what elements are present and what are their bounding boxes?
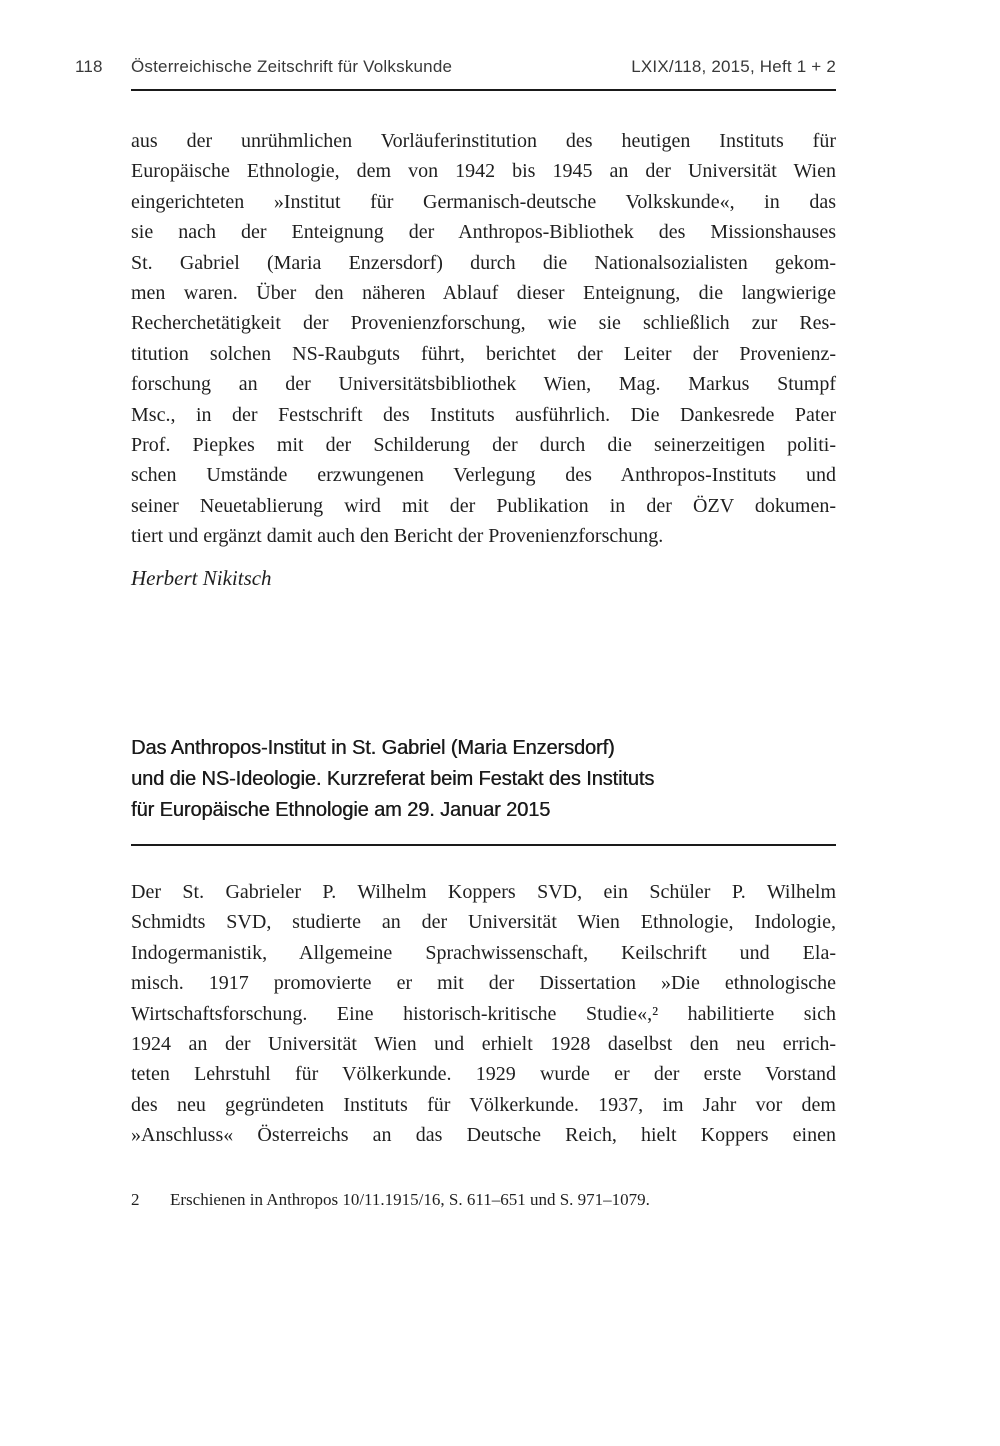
text-line: Recherchetätigkeit der Provenienzforschung, wie sie schließlich zur Res- xyxy=(131,312,836,335)
text-line: teten Lehrstuhl für Völkerkunde. 1929 wurde er der erste Vorstand xyxy=(131,1063,836,1086)
text-line: »Anschluss« Österreichs an das Deutsche Reich, hielt Koppers einen xyxy=(131,1124,836,1147)
text-line: Europäische Ethnologie, dem von 1942 bis 1945 an der Universität Wien xyxy=(131,160,836,183)
text-line: des neu gegründeten Instituts für Völkerkunde. 1937, im Jahr vor dem xyxy=(131,1093,836,1116)
text-line: forschung an der Universitätsbibliothek Wien, Mag. Markus Stumpf xyxy=(131,373,836,396)
text-line: Prof. Piepkes mit der Schilderung der durch die seinerzeitigen politi- xyxy=(131,434,836,457)
text-line: sie nach der Enteignung der Anthropos-Bibliothek des Missionshauses xyxy=(131,221,836,244)
journal-title: Österreichische Zeitschrift für Volkskunde xyxy=(131,57,453,76)
issue-info: LXIX/118, 2015, Heft 1 + 2 xyxy=(631,57,836,76)
page-header xyxy=(75,57,836,77)
author-signature: Herbert Nikitsch xyxy=(131,566,272,590)
text-line: seiner Neuetablierung wird mit der Publikation in der ÖZV dokumen- xyxy=(131,494,836,517)
footnote-text: Erschienen in Anthropos 10/11.1915/16, S. 611–651 und S. 971–1079. xyxy=(170,1190,650,1209)
header-rule xyxy=(131,89,836,91)
footnote xyxy=(131,1188,836,1212)
heading-rule xyxy=(131,844,836,846)
text-line: Das Anthropos-Institut in St. Gabriel (Maria Enzersdorf) xyxy=(131,737,615,759)
text-line: für Europäische Ethnologie am 29. Januar 2015 xyxy=(131,799,551,821)
text-line: Der St. Gabrieler P. Wilhelm Koppers SVD, ein Schüler P. Wilhelm xyxy=(131,881,836,903)
text-line: und die NS-Ideologie. Kurzreferat beim Festakt des Instituts xyxy=(131,768,655,790)
text-line: men waren. Über den näheren Ablauf dieser Enteignung, die langwierige xyxy=(131,282,836,305)
text-line: Indogermanistik, Allgemeine Sprachwissenschaft, Keilschrift und Ela- xyxy=(131,941,836,964)
text-line: Wirtschaftsforschung. Eine historisch-kritische Studie«,² habilitierte sich xyxy=(131,1002,836,1025)
text-line: St. Gabriel (Maria Enzersdorf) durch die Nationalsozialisten gekom- xyxy=(131,251,836,274)
text-line: tiert und ergänzt damit auch den Bericht der Provenienzforschung. xyxy=(131,525,664,548)
page-number: 118 xyxy=(75,57,103,76)
text-line: titution solchen NS-Raubguts führt, berichtet der Leiter der Provenienz- xyxy=(131,342,836,365)
text-line: 1924 an der Universität Wien und erhielt 1928 daselbst den neu errich- xyxy=(131,1033,836,1056)
closing-paragraph xyxy=(131,126,836,552)
footnote-number: 2 xyxy=(131,1190,140,1209)
opening-paragraph xyxy=(131,877,836,1151)
text-line: misch. 1917 promovierte er mit der Dissertation »Die ethnologische xyxy=(131,972,836,995)
text-line: Msc., in der Festschrift des Instituts ausführlich. Die Dankesrede Pater xyxy=(131,403,836,426)
text-line: Schmidts SVD, studierte an der Universität Wien Ethnologie, Indologie, xyxy=(131,911,836,934)
text-line: eingerichteten »Institut für Germanisch-deutsche Volkskunde«, in das xyxy=(131,190,836,213)
text-line: aus der unrühmlichen Vorläuferinstitution des heutigen Instituts für xyxy=(131,130,836,152)
text-line: schen Umstände erzwungenen Verlegung des Anthropos-Instituts und xyxy=(131,464,836,487)
section-heading xyxy=(131,733,836,826)
